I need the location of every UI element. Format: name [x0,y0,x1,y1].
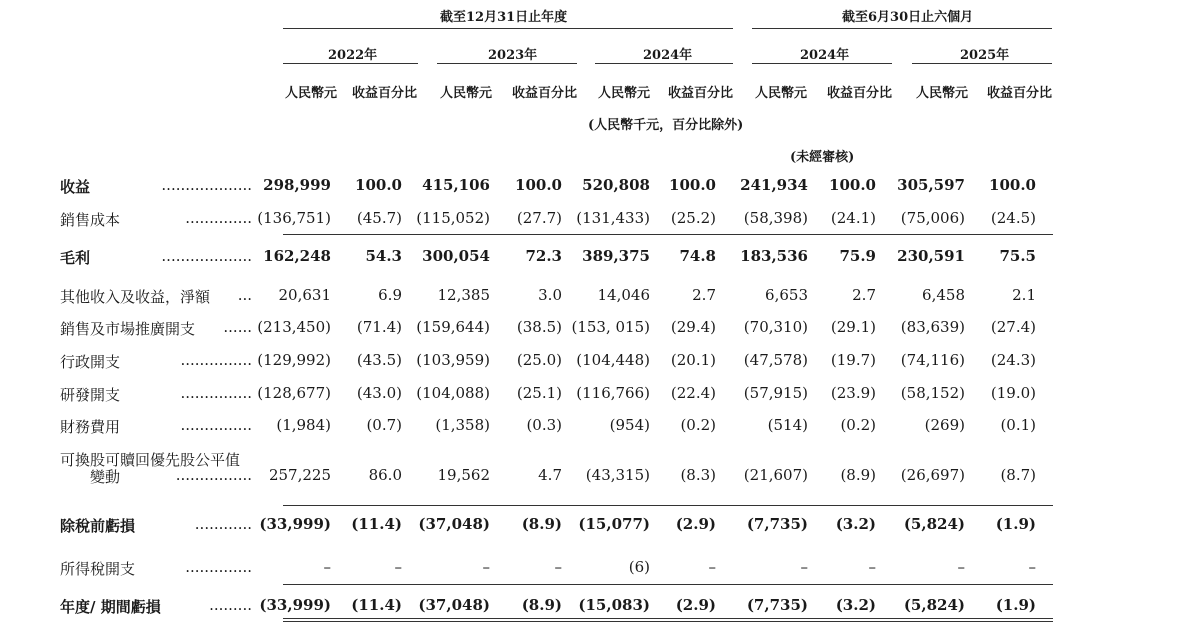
row-label: 毛利 [60,249,91,267]
row-value: 75.9 [839,247,876,265]
row-label: 銷售及市場推廣開支 [60,320,196,338]
row-value: 72.3 [525,247,562,265]
row-value: (15,083) [578,596,650,614]
row-label: 所得稅開支 [60,560,136,578]
row-value: (20.1) [670,351,716,369]
rule-under-cost [283,234,1053,235]
col-rmb-2025-h1: 人民幣元 [916,86,969,101]
row-label-continued: 變動 [90,468,121,486]
row-value: (25.1) [516,384,562,402]
year-heading-2023: 2023年 [488,48,538,63]
row-value: (269) [924,416,965,434]
col-rmb-2023: 人民幣元 [440,86,493,101]
row-value: (103,959) [416,351,490,369]
row-value: (58,152) [900,384,965,402]
row-value: 2.1 [1012,286,1036,304]
row-value: (128,677) [257,384,331,402]
row-value: 4.7 [538,466,562,484]
row-value: – [800,558,808,576]
row-value: (23.9) [830,384,876,402]
row-value: 100.0 [829,176,876,194]
unit-note: (人民幣千元，百分比除外) [588,118,744,133]
row-value: 75.5 [999,247,1036,265]
row-value: (74,116) [900,351,965,369]
row-value: 20,631 [278,286,331,304]
row-value: (43,315) [585,466,650,484]
row-value: (115,052) [416,209,490,227]
row-leader-dots: ............... [180,384,252,402]
row-value: (131,433) [576,209,650,227]
row-value: (83,639) [900,318,965,336]
row-value: (153, 015) [571,318,650,336]
row-value: (15,077) [578,515,650,533]
row-value: (71.4) [356,318,402,336]
row-value: (8.9) [521,596,562,614]
row-value: 6,458 [922,286,965,304]
period-full-year-heading: 截至12月31日止年度 [440,10,568,25]
row-value: 520,808 [582,176,650,194]
row-value: (129,992) [257,351,331,369]
row-value: (29.4) [670,318,716,336]
row-value: (104,448) [576,351,650,369]
row-value: (70,310) [743,318,808,336]
year-rule-2022 [283,63,418,64]
row-value: – [323,558,331,576]
row-label: 行政開支 [60,353,121,371]
row-value: 241,934 [740,176,808,194]
row-value: (26,697) [900,466,965,484]
row-value: (24.1) [830,209,876,227]
year-rule-2024 [595,63,733,64]
row-value: (6) [628,558,650,576]
row-value: (514) [767,416,808,434]
row-value: (58,398) [743,209,808,227]
row-value: (0.7) [366,416,402,434]
double-rule-bottom-1 [283,618,1053,619]
year-rule-2025-h1 [912,63,1052,64]
row-leader-dots: ................... [161,247,252,265]
year-heading-2022: 2022年 [328,48,378,63]
row-value: 100.0 [669,176,716,194]
row-value: 305,597 [897,176,965,194]
period-six-months-rule [752,28,1052,29]
row-value: 6,653 [765,286,808,304]
row-value: – [482,558,490,576]
row-value: (0.3) [526,416,562,434]
row-value: (11.4) [351,596,402,614]
row-value: (27.4) [990,318,1036,336]
row-leader-dots: .............. [185,209,252,227]
row-value: (116,766) [576,384,650,402]
row-value: 183,536 [740,247,808,265]
row-value: (5,824) [903,515,965,533]
row-value: (213,450) [257,318,331,336]
row-value: 162,248 [263,247,331,265]
row-value: (43.0) [356,384,402,402]
row-value: (8.7) [1000,466,1036,484]
row-value: (27.7) [516,209,562,227]
col-rmb-2022: 人民幣元 [285,86,338,101]
row-label: 年度/ 期間虧損 [60,598,161,616]
year-heading-2024: 2024年 [643,48,693,63]
row-value: – [868,558,876,576]
row-value: (136,751) [257,209,331,227]
row-value: 100.0 [515,176,562,194]
row-leader-dots: ................ [175,466,252,484]
row-value: (8.3) [680,466,716,484]
row-leader-dots: ......... [209,596,252,614]
row-value: (37,048) [418,515,490,533]
row-value: (2.9) [675,515,716,533]
row-value: (159,644) [416,318,490,336]
rule-under-fvchange [283,505,1053,506]
row-value: (3.2) [835,596,876,614]
row-value: 2.7 [692,286,716,304]
row-value: (5,824) [903,596,965,614]
row-value: – [957,558,965,576]
col-pct-2024-h1: 收益百分比 [827,86,893,101]
row-value: (7,735) [746,515,808,533]
row-value: (47,578) [743,351,808,369]
row-value: (8.9) [840,466,876,484]
row-value: (21,607) [743,466,808,484]
row-value: (57,915) [743,384,808,402]
row-value: (1,358) [435,416,490,434]
row-value: 6.9 [378,286,402,304]
row-value: 86.0 [368,466,402,484]
row-value: (104,088) [416,384,490,402]
col-rmb-2024-h1: 人民幣元 [755,86,808,101]
row-value: 12,385 [437,286,490,304]
row-value: 2.7 [852,286,876,304]
year-heading-2025-h1: 2025年 [960,48,1010,63]
row-value: (0.2) [680,416,716,434]
row-value: 100.0 [355,176,402,194]
row-value: (25.2) [670,209,716,227]
rule-under-tax [283,584,1053,585]
row-value: 257,225 [268,466,331,484]
row-value: (43.5) [356,351,402,369]
row-value: – [708,558,716,576]
row-value: (38.5) [516,318,562,336]
col-pct-2022: 收益百分比 [352,86,418,101]
row-value: (75,006) [900,209,965,227]
row-value: 230,591 [897,247,965,265]
row-value: (45.7) [356,209,402,227]
row-value: (0.1) [1000,416,1036,434]
row-label: 研發開支 [60,386,121,404]
row-leader-dots: ... [237,286,252,304]
row-value: (1,984) [276,416,331,434]
row-value: (2.9) [675,596,716,614]
row-value: (0.2) [840,416,876,434]
row-value: (11.4) [351,515,402,533]
unaudited-note: (未經審核) [790,150,855,165]
row-label: 銷售成本 [60,211,121,229]
col-rmb-2024: 人民幣元 [598,86,651,101]
row-value: (19.0) [990,384,1036,402]
row-leader-dots: .............. [185,558,252,576]
row-label: 其他收入及收益，淨額 [60,288,211,306]
row-value: 100.0 [989,176,1036,194]
row-value: (37,048) [418,596,490,614]
row-value: 389,375 [582,247,650,265]
row-value: 54.3 [365,247,402,265]
row-value: – [554,558,562,576]
row-value: (25.0) [516,351,562,369]
year-rule-2024-h1 [752,63,892,64]
year-rule-2023 [437,63,577,64]
col-pct-2023: 收益百分比 [512,86,578,101]
row-value: (7,735) [746,596,808,614]
row-value: (1.9) [995,515,1036,533]
row-leader-dots: ...... [223,318,252,336]
row-value: 415,106 [422,176,490,194]
row-leader-dots: ................... [161,176,252,194]
row-value: 300,054 [422,247,490,265]
row-leader-dots: ............... [180,351,252,369]
row-label: 可換股可贖回優先股公平值 [60,451,241,469]
row-value: (22.4) [670,384,716,402]
row-value: 298,999 [263,176,331,194]
row-value: (24.5) [990,209,1036,227]
row-value: 74.8 [679,247,716,265]
double-rule-bottom-2 [283,621,1053,622]
row-label: 收益 [60,178,91,196]
row-value: – [394,558,402,576]
row-value: (19.7) [830,351,876,369]
row-value: 3.0 [538,286,562,304]
period-full-year-rule [283,28,733,29]
row-value: (29.1) [830,318,876,336]
row-value: 14,046 [597,286,650,304]
row-leader-dots: ............... [180,416,252,434]
year-heading-2024-h1: 2024年 [800,48,850,63]
row-value: (33,999) [259,596,331,614]
row-value: (8.9) [521,515,562,533]
row-value: 19,562 [437,466,490,484]
row-label: 財務費用 [60,418,121,436]
period-six-months-heading: 截至6月30日止六個月 [842,10,974,25]
row-value: (24.3) [990,351,1036,369]
row-value: – [1028,558,1036,576]
row-label: 除稅前虧損 [60,517,136,535]
row-value: (33,999) [259,515,331,533]
row-leader-dots: ............ [194,515,252,533]
row-value: (3.2) [835,515,876,533]
col-pct-2024: 收益百分比 [668,86,734,101]
col-pct-2025-h1: 收益百分比 [987,86,1053,101]
row-value: (954) [609,416,650,434]
row-value: (1.9) [995,596,1036,614]
